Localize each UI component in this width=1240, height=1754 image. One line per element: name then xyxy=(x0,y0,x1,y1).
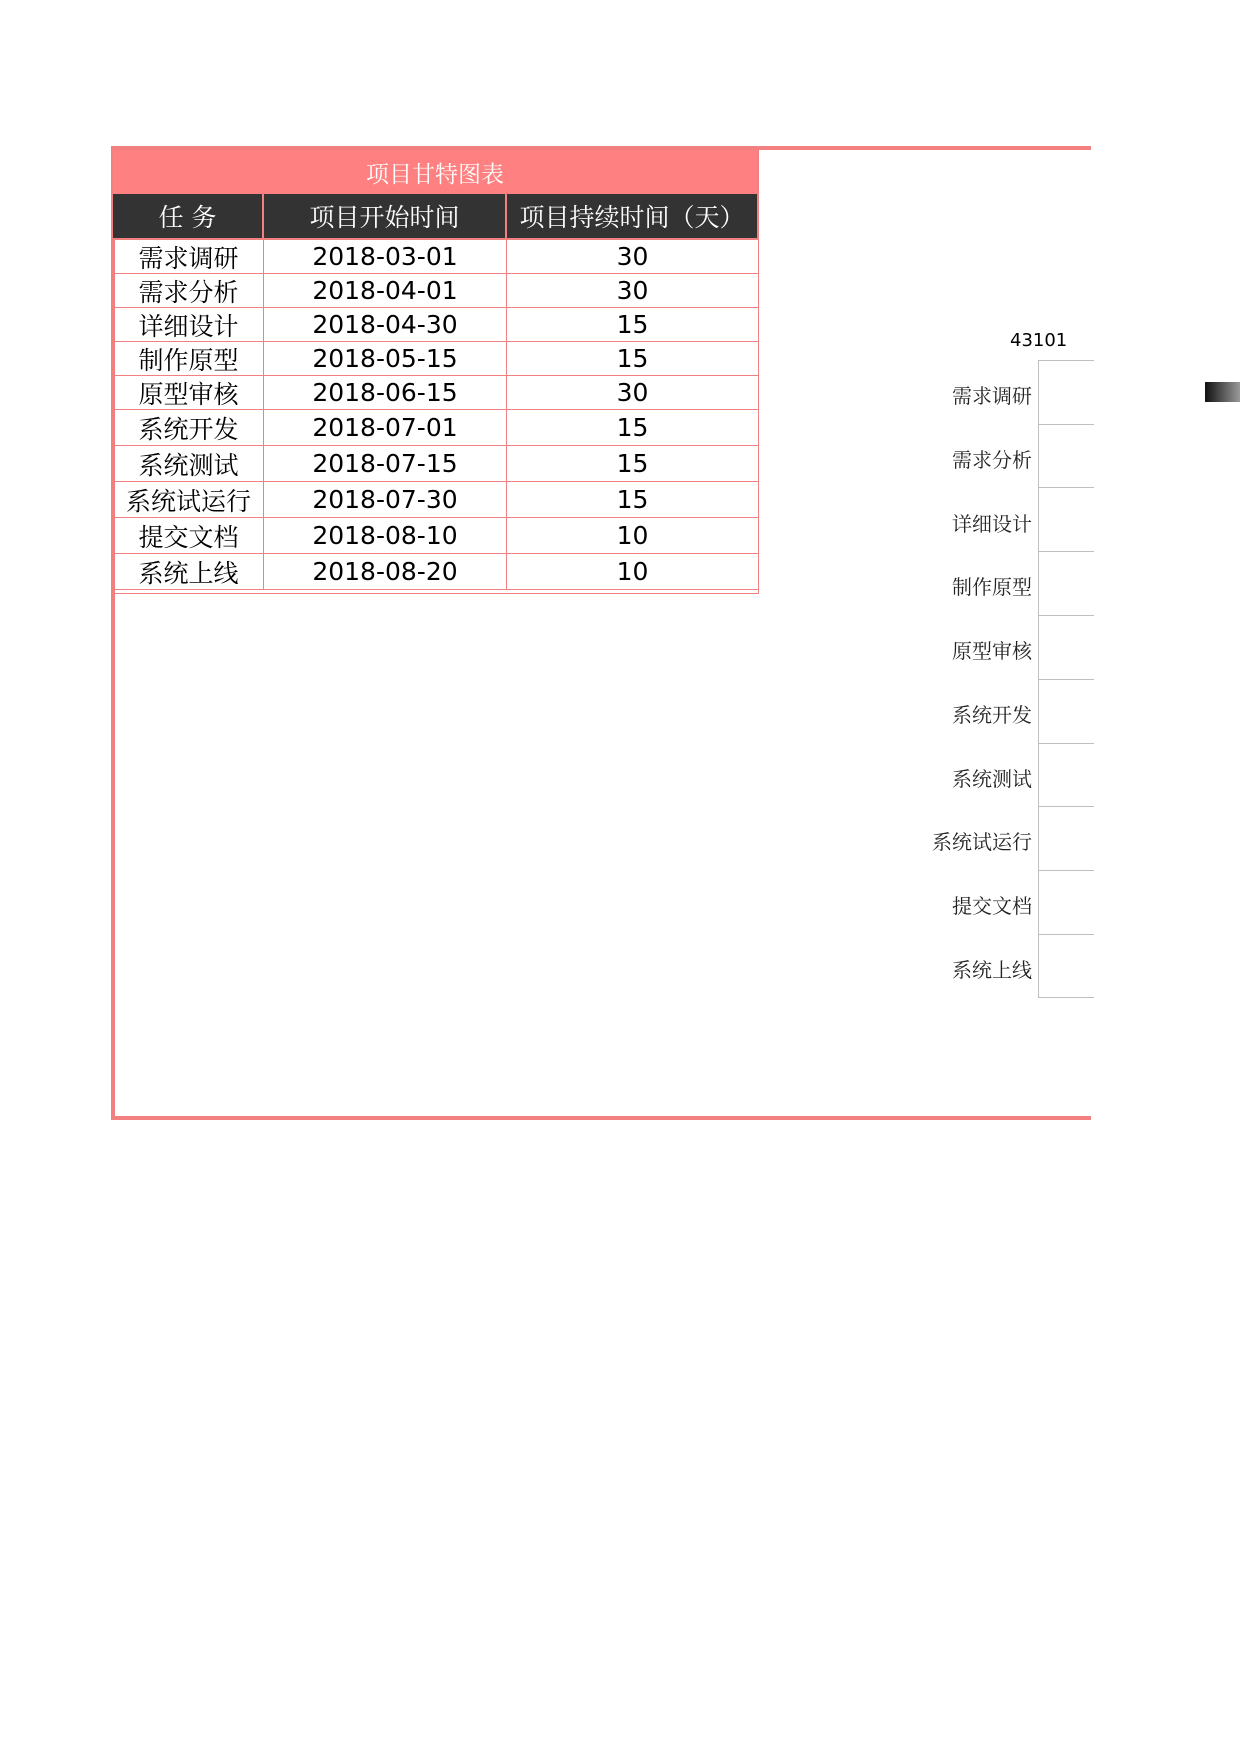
duration-cell[interactable]: 15 xyxy=(507,446,759,481)
header-task[interactable]: 任 务 xyxy=(113,194,264,238)
duration-cell[interactable]: 15 xyxy=(507,410,759,445)
category-label: 系统测试 xyxy=(952,767,1032,791)
table-title: 项目甘特图表 xyxy=(113,150,759,194)
duration-cell[interactable]: 30 xyxy=(507,274,759,307)
table-header xyxy=(113,194,759,240)
table-row xyxy=(113,274,759,308)
header-start-time[interactable]: 项目开始时间 xyxy=(264,194,507,238)
start-cell[interactable]: 2018-04-01 xyxy=(264,274,507,307)
task-cell[interactable]: 系统开发 xyxy=(113,410,264,445)
start-cell[interactable]: 2018-05-15 xyxy=(264,342,507,375)
task-cell[interactable]: 提交文档 xyxy=(113,518,264,553)
table-row xyxy=(113,240,759,274)
task-cell[interactable]: 需求调研 xyxy=(113,240,264,273)
axis-tick xyxy=(1039,997,1094,998)
duration-cell[interactable]: 15 xyxy=(507,482,759,517)
axis-tick xyxy=(1039,743,1094,744)
task-cell[interactable]: 详细设计 xyxy=(113,308,264,341)
table-row xyxy=(113,446,759,482)
start-cell[interactable]: 2018-07-15 xyxy=(264,446,507,481)
category-label: 提交文档 xyxy=(952,894,1032,918)
table-bottom-edge xyxy=(113,590,759,594)
duration-cell[interactable]: 30 xyxy=(507,376,759,409)
table-row xyxy=(113,482,759,518)
table-row xyxy=(113,308,759,342)
chart-category-axis[interactable] xyxy=(1038,360,1093,998)
axis-value-label: 43101 xyxy=(1010,330,1068,351)
task-cell[interactable]: 需求分析 xyxy=(113,274,264,307)
task-cell[interactable]: 制作原型 xyxy=(113,342,264,375)
axis-tick xyxy=(1039,551,1094,552)
table-row xyxy=(113,554,759,590)
task-cell[interactable]: 原型审核 xyxy=(113,376,264,409)
start-cell[interactable]: 2018-06-15 xyxy=(264,376,507,409)
category-label: 原型审核 xyxy=(952,639,1032,663)
axis-tick xyxy=(1039,615,1094,616)
duration-cell[interactable]: 30 xyxy=(507,240,759,273)
duration-cell[interactable]: 15 xyxy=(507,342,759,375)
duration-cell[interactable]: 10 xyxy=(507,518,759,553)
legend-swatch xyxy=(1205,382,1240,402)
header-duration[interactable]: 项目持续时间（天） xyxy=(507,194,759,238)
axis-tick xyxy=(1039,424,1094,425)
axis-tick xyxy=(1039,934,1094,935)
table-row xyxy=(113,342,759,376)
category-label: 需求调研 xyxy=(952,384,1032,408)
task-cell[interactable]: 系统上线 xyxy=(113,554,264,589)
table-row xyxy=(113,518,759,554)
axis-tick xyxy=(1039,679,1094,680)
axis-tick xyxy=(1039,870,1094,871)
duration-cell[interactable]: 15 xyxy=(507,308,759,341)
table-row xyxy=(113,376,759,410)
table-row xyxy=(113,410,759,446)
category-label: 制作原型 xyxy=(952,575,1032,599)
axis-tick xyxy=(1039,487,1094,488)
start-cell[interactable]: 2018-04-30 xyxy=(264,308,507,341)
category-label: 系统试运行 xyxy=(932,830,1032,854)
axis-tick xyxy=(1039,360,1094,361)
start-cell[interactable]: 2018-03-01 xyxy=(264,240,507,273)
category-label: 需求分析 xyxy=(952,448,1032,472)
task-cell[interactable]: 系统试运行 xyxy=(113,482,264,517)
start-cell[interactable]: 2018-07-30 xyxy=(264,482,507,517)
gantt-table xyxy=(113,150,759,594)
task-cell[interactable]: 系统测试 xyxy=(113,446,264,481)
start-cell[interactable]: 2018-08-10 xyxy=(264,518,507,553)
category-label: 详细设计 xyxy=(952,512,1032,536)
duration-cell[interactable]: 10 xyxy=(507,554,759,589)
category-label: 系统上线 xyxy=(952,958,1032,982)
start-cell[interactable]: 2018-08-20 xyxy=(264,554,507,589)
start-cell[interactable]: 2018-07-01 xyxy=(264,410,507,445)
category-label: 系统开发 xyxy=(952,703,1032,727)
axis-tick xyxy=(1039,806,1094,807)
